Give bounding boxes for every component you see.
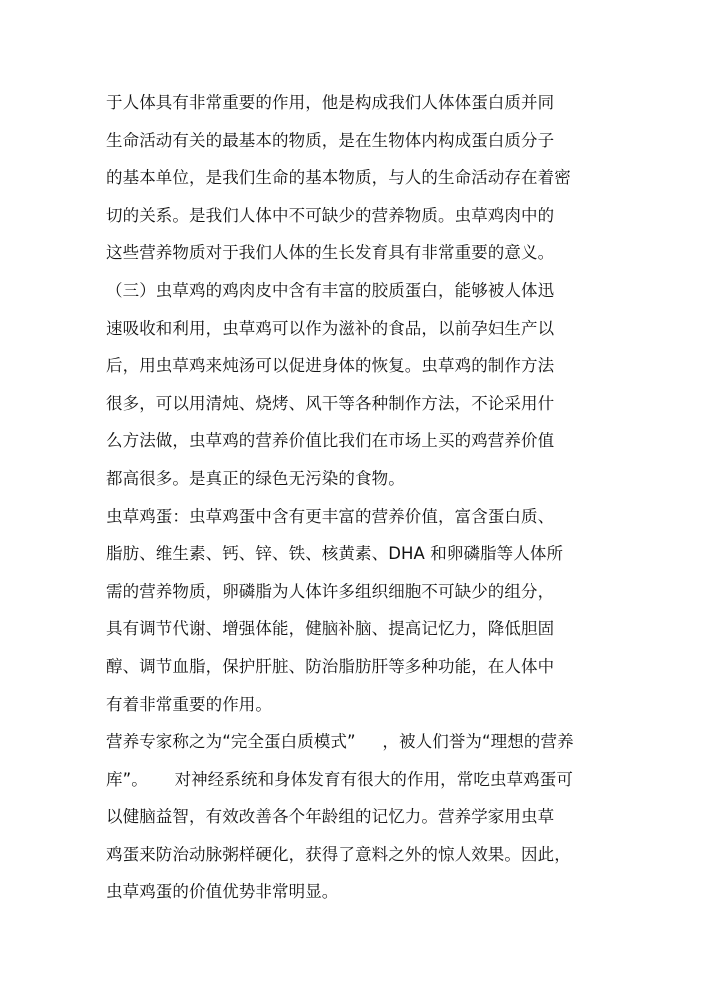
text-line: 于人体具有非常重要的作用，他是构成我们人体体蛋白质并同 bbox=[106, 93, 555, 112]
text-line: 鸡蛋来防治动脉粥样硬化，获得了意料之外的惊人效果。因此， bbox=[106, 844, 571, 864]
text-line: 需的营养物质，卵磷脂为人体许多组织细胞不可缺少的组分， bbox=[106, 581, 555, 601]
text-line: （三）虫草鸡的鸡肉皮中含有丰富的胶质蛋白，能够被人体迅 bbox=[106, 280, 555, 300]
text-line: 后，用虫草鸡来炖汤可以促进身体的恢复。虫草鸡的制作方法 bbox=[106, 356, 555, 376]
text-line: 么方法做，虫草鸡的营养价值比我们在市场上买的鸡营养价值 bbox=[106, 431, 555, 451]
text-line: 库”。 对神经系统和身体发育有很大的作用，常吃虫草鸡蛋可 bbox=[106, 769, 573, 789]
text-line: 虫草鸡蛋：虫草鸡蛋中含有更丰富的营养价值，富含蛋白质、 bbox=[106, 506, 555, 526]
text-line: 虫草鸡蛋的价值优势非常明显。 bbox=[106, 882, 339, 902]
text-line: 醇、调节血脂，保护肝脏、防治脂肪肝等多种功能，在人体中 bbox=[106, 656, 555, 676]
text-line: 很多，可以用清炖、烧烤、风干等各种制作方法，不论采用什 bbox=[106, 393, 555, 413]
text-line: 具有调节代谢、增强体能，健脑补脑、提高记忆力，降低胆固 bbox=[106, 619, 555, 639]
text-line: 都高很多。是真正的绿色无污染的食物。 bbox=[106, 468, 405, 488]
text-line: 生命活动有关的最基本的物质，是在生物体内构成蛋白质分子 bbox=[106, 130, 555, 150]
text-line: 的基本单位，是我们生命的基本物质，与人的生命活动存在着密 bbox=[106, 168, 571, 188]
text-line: 有着非常重要的作用。 bbox=[106, 694, 272, 714]
text-line: 营养专家称之为“完全蛋白质模式” ，被人们誉为“理想的营养 bbox=[106, 732, 574, 752]
text-line: 脂肪、维生素、钙、锌、铁、核黄素、DHA 和卵磷脂等人体所 bbox=[106, 544, 564, 564]
text-line: 以健脑益智，有效改善各个年龄组的记忆力。营养学家用虫草 bbox=[106, 807, 555, 827]
text-line: 速吸收和利用，虫草鸡可以作为滋补的食品，以前孕妇生产以 bbox=[106, 318, 555, 338]
body-text bbox=[106, 84, 606, 911]
text-line: 切的关系。是我们人体中不可缺少的营养物质。虫草鸡肉中的 bbox=[106, 205, 555, 225]
text-line: 这些营养物质对于我们人体的生长发育具有非常重要的意义。 bbox=[106, 243, 555, 263]
